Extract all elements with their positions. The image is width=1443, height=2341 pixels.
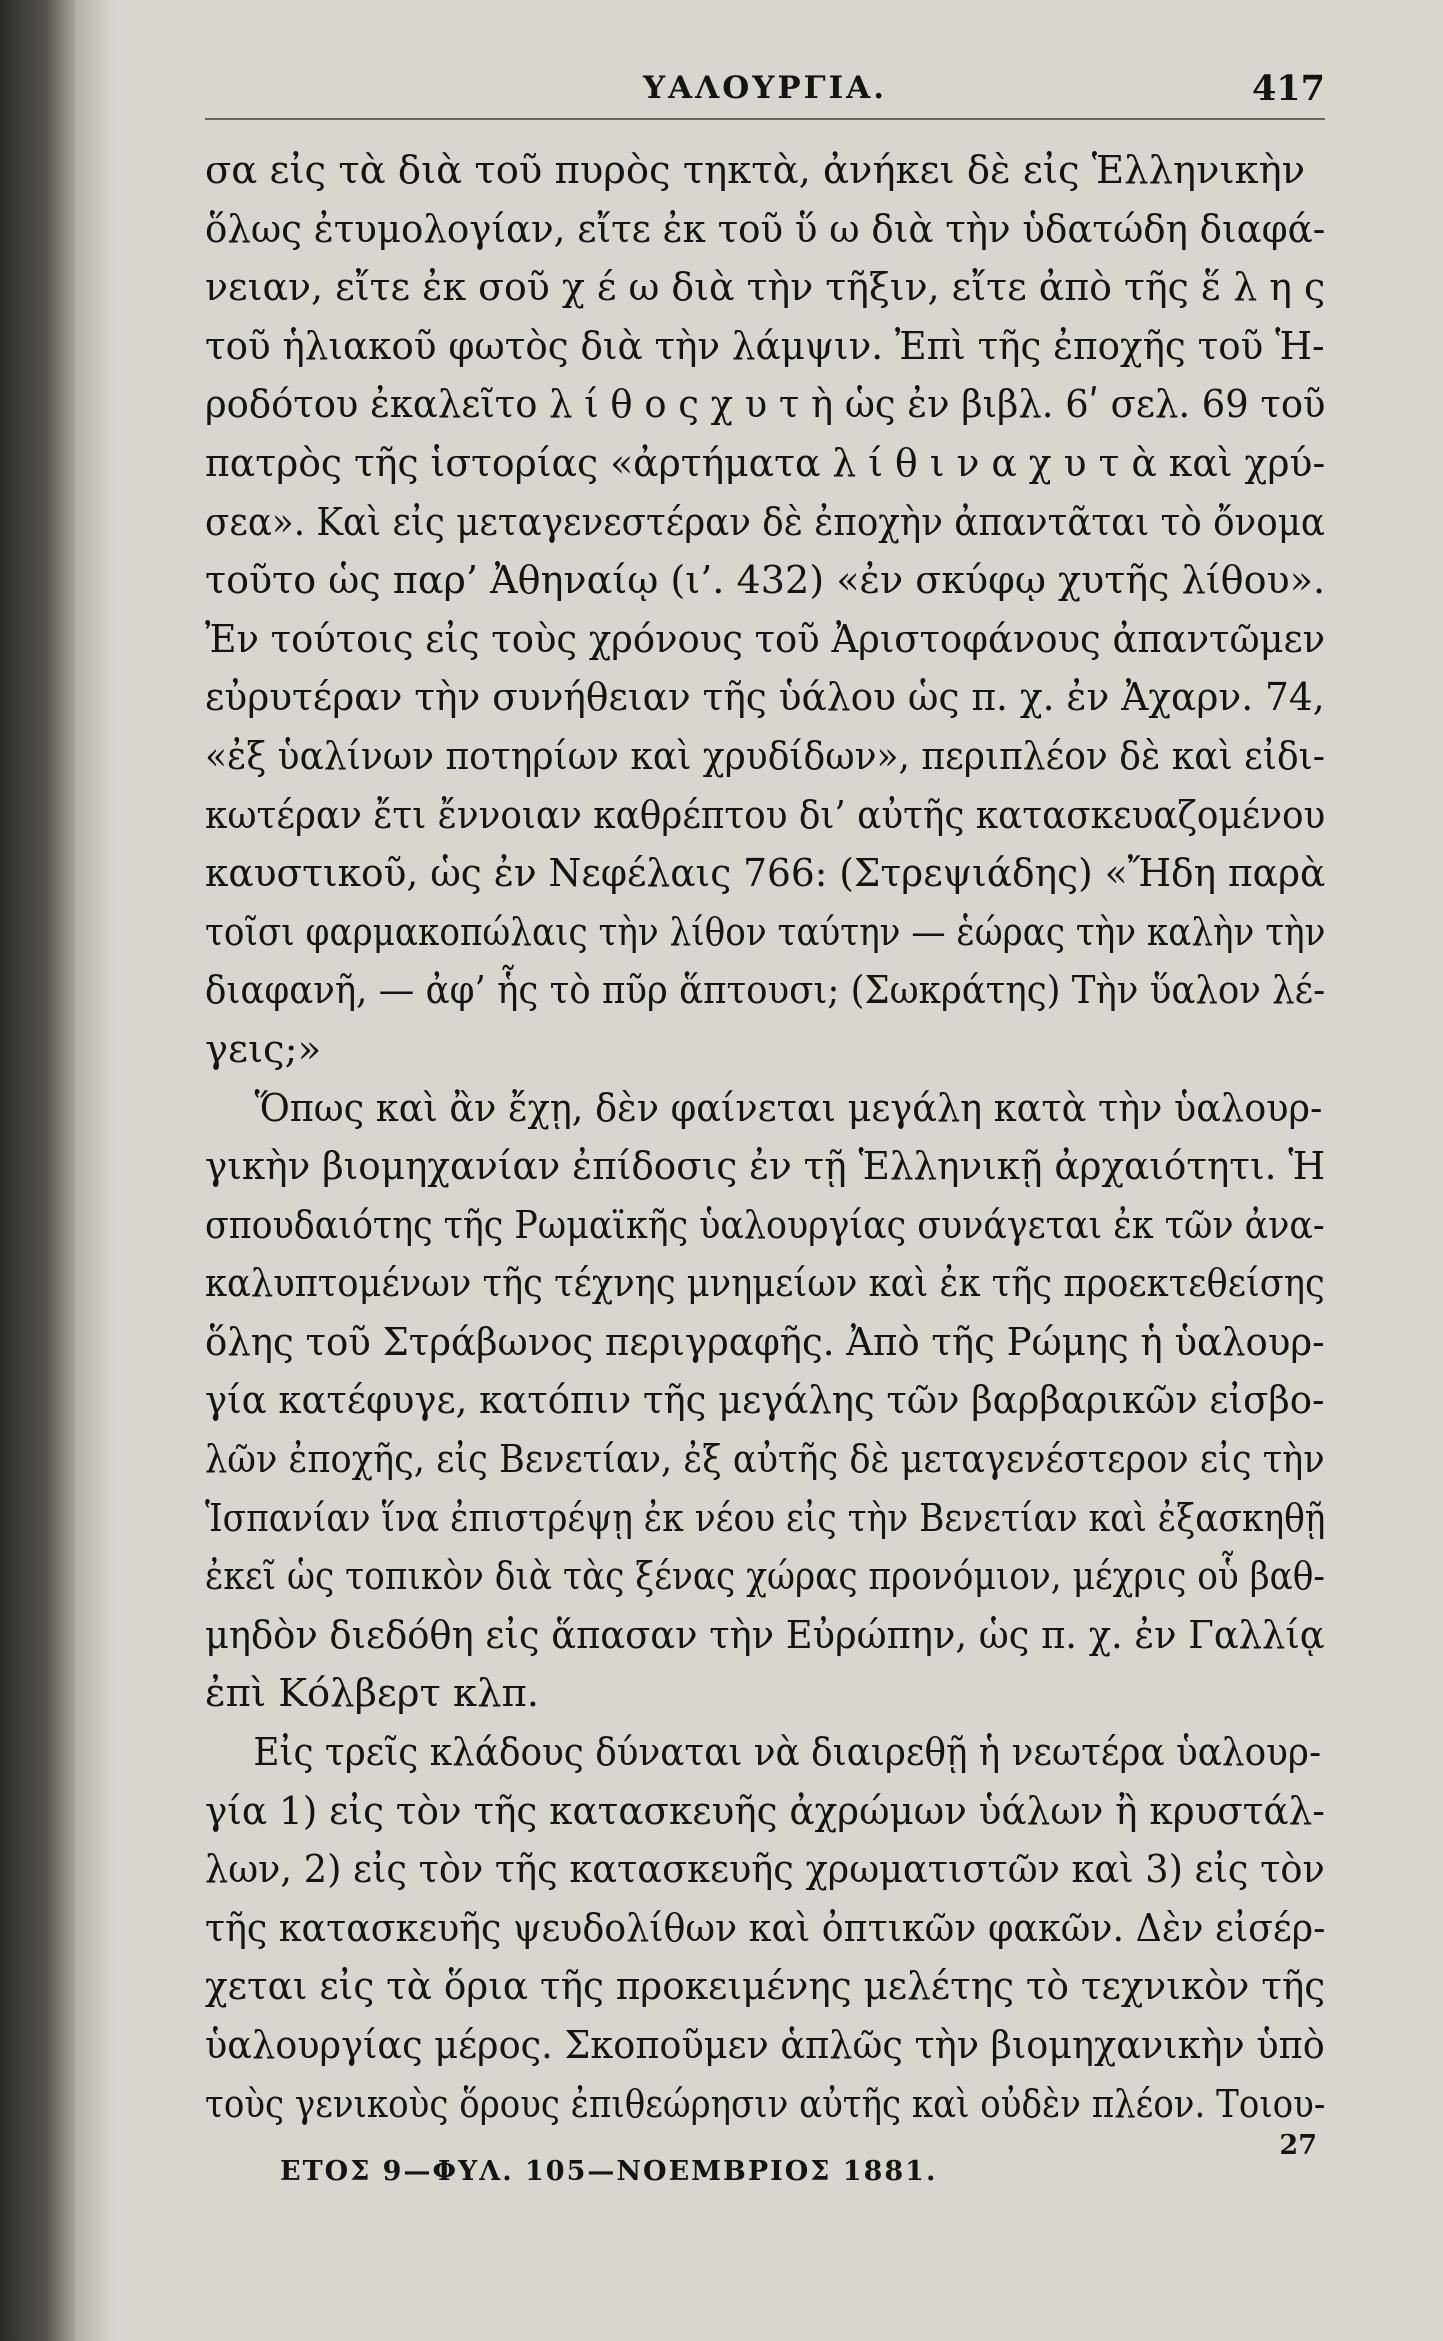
text-line: τῆς κατασκευῆς ψευδολίθων καὶ ὀπτικῶν φακῶν. Δὲν εἰσέρ- [205,1905,1326,1951]
text-line: γία κατέφυγε, κατόπιν τῆς μεγάλης τῶν βαρβαρικῶν εἰσβο- [205,1378,1325,1424]
text-line: Ἱσπανίαν ἵνα ἐπιστρέψῃ ἐκ νέου εἰς τὴν Βενετίαν καὶ ἐξασκηθῇ [205,1495,1326,1541]
text-line: ροδότου ἐκαλεῖτο λ ί θ ο ς χ υ τ ὴ ὡς ἐν βιβλ. 6ʹ σελ. 69 τοῦ [205,382,1326,428]
text-line: τοῦ ἡλιακοῦ φωτὸς διὰ τὴν λάμψιν. Ἐπὶ τῆς ἐποχῆς τοῦ Ἡ- [205,323,1325,369]
text-line: εὐρυτέραν τὴν συνήθειαν τῆς ὑάλου ὡς π. χ. ἐν Ἀχαρν. 74, [205,675,1325,721]
text-line: σπουδαιότης τῆς Ρωμαϊκῆς ὑαλουργίας συνάγεται ἐκ τῶν ἀνα- [205,1202,1325,1248]
printer-signature: ΕΤΟΣ 9—ΦΥΛ. 105—ΝΟΕΜΒΡΙΟΣ 1881. [280,2156,938,2188]
text-line: κωτέραν ἔτι ἔννοιαν καθρέπτου δι’ αὐτῆς κατασκευαζομένου [205,792,1326,838]
text-line: καλυπτομένων τῆς τέχνης μνημείων καὶ ἐκ τῆς προεκτεθείσης [205,1261,1325,1307]
running-head: ΥΑΛΟΥΡΓΙΑ. [642,70,888,106]
text-line: μηδὸν διεδόθη εἰς ἅπασαν τὴν Εὐρώπην, ὡς π. χ. ἐν Γαλλίᾳ [205,1612,1325,1658]
binding-shadow [75,0,115,2341]
text-line: σεα». Καὶ εἰς μεταγενεστέραν δὲ ἐποχὴν ἀπαντᾶται τὸ ὄνομα [205,499,1325,545]
text-line: ὅλως ἐτυμολογίαν, εἴτε ἐκ τοῦ ὕ ω διὰ τὴν ὑδατώδη διαφά- [205,206,1326,252]
text-line: νειαν, εἴτε ἐκ σοῦ χ έ ω διὰ τὴν τῆξιν, εἴτε ἀπὸ τῆς ἕ λ η ς [205,265,1326,311]
text-line: τοῦτο ὡς παρ’ Ἀθηναίῳ (ι’. 432) «ἐν σκύφῳ χυτῆς λίθου». [205,558,1326,604]
text-line: λῶν ἐποχῆς, εἰς Βενετίαν, ἐξ αὐτῆς δὲ μεταγενέστερον εἰς τὴν [205,1437,1325,1483]
book-page [205,68,1325,2318]
text-line: χεται εἰς τὰ ὅρια τῆς προκειμένης μελέτης τὸ τεχνικὸν τῆς [205,1964,1326,2010]
binding-gutter [0,0,75,2341]
text-line: τοὺς γενικοὺς ὅρους ἐπιθεώρησιν αὐτῆς καὶ οὐδὲν πλέον. Τοιου- [205,2081,1326,2127]
text-line: ἐκεῖ ὡς τοπικὸν διὰ τὰς ξένας χώρας προνόμιον, μέχρις οὗ βαθ- [205,1554,1326,1600]
text-line: γία 1) εἰς τὸν τῆς κατασκευῆς ἀχρώμων ὑάλων ἢ κρυστάλ- [205,1788,1325,1834]
text-line: διαφανῆ, — ἀφ’ ἧς τὸ πῦρ ἅπτουσι; (Σωκράτης) Τὴν ὕαλον λέ- [205,968,1326,1014]
text-line: «ἐξ ὑαλίνων ποτηρίων καὶ χρυδίδων», περιπλέον δὲ καὶ εἰδι- [205,733,1325,779]
text-line: πατρὸς τῆς ἱστορίας «ἀρτήματα λ ί θ ι ν α χ υ τ ὰ καὶ χρύ- [205,440,1326,486]
text-line: ὅλης τοῦ Στράβωνος περιγραφῆς. Ἀπὸ τῆς Ρώμης ἡ ὑαλουρ- [205,1319,1325,1365]
text-line: Ἐν τούτοις εἰς τοὺς χρόνους τοῦ Ἀριστοφάνους ἀπαντῶμεν [205,616,1326,662]
text-line: γεις;» [205,1026,322,1072]
text-line: ὑαλουργίας μέρος. Σκοποῦμεν ἁπλῶς τὴν βιομηχανικὴν ὑπὸ [205,2023,1325,2068]
body-text [205,142,1325,2134]
text-line: λων, 2) εἰς τὸν τῆς κατασκευῆς χρωματιστῶν καὶ 3) εἰς τὸν [205,1847,1325,1893]
page-footer [205,2130,1325,2190]
text-line: καυστικοῦ, ὡς ἐν Νεφέλαις 766: (Στρεψιάδης) «Ἤδη παρὰ [205,851,1326,897]
page-header [205,68,1325,120]
text-line: σα εἰς τὰ διὰ τοῦ πυρὸς τηκτὰ, ἀνήκει δὲ εἰς Ἑλληνικὴν [205,148,1306,193]
page-number: 417 [1251,68,1325,109]
paragraph-start-line: Εἰς τρεῖς κλάδους δύναται νὰ διαιρεθῇ ἡ νεωτέρα ὑαλουρ- [253,1730,1322,1776]
sheet-number: 27 [1279,2130,1317,2162]
text-line: γικὴν βιομηχανίαν ἐπίδοσις ἐν τῇ Ἑλληνικῇ ἀρχαιότητι. Ἡ [205,1144,1326,1190]
paragraph-start-line: Ὅπως καὶ ἂν ἔχῃ, δὲν φαίνεται μεγάλη κατὰ τὴν ὑαλουρ- [254,1085,1323,1131]
text-line: τοῖσι φαρμακοπώλαις τὴν λίθον ταύτην — ἑώρας τὴν καλὴν τὴν [205,909,1326,955]
text-line: ἐπὶ Κόλβερτ κλπ. [205,1671,540,1717]
